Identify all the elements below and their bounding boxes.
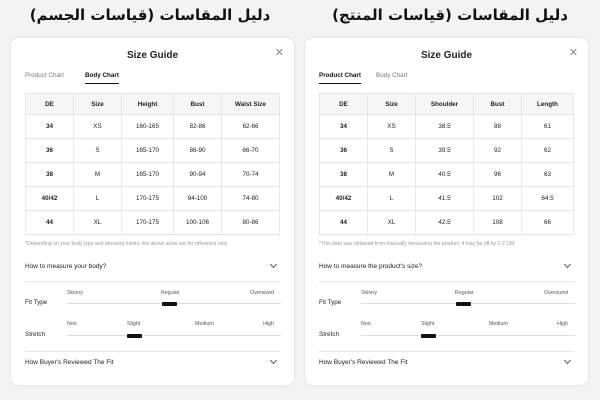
table-cell: 92	[474, 139, 522, 163]
table-header-row	[320, 94, 574, 115]
table-cell: 36	[26, 139, 74, 163]
table-cell: 165-170	[122, 163, 174, 187]
stretch-scale-labels	[67, 321, 281, 329]
buyer-reviews-toggle[interactable]	[25, 359, 280, 373]
scale-label: Non	[67, 321, 77, 327]
fit-type-scale-labels	[361, 290, 575, 298]
close-icon[interactable]: ✕	[274, 47, 284, 59]
close-icon[interactable]: ✕	[568, 47, 578, 59]
table-cell: 42.5	[416, 211, 474, 235]
table-cell: 82-86	[174, 115, 222, 139]
size-table	[319, 93, 574, 235]
table-cell: 41.5	[416, 187, 474, 211]
table-cell: 170-175	[122, 187, 174, 211]
table-cell: 64.5	[522, 187, 574, 211]
tab-body-chart[interactable]: Body Chart	[376, 72, 408, 79]
fit-type-scale-labels	[67, 290, 281, 298]
fit-type-marker	[162, 302, 177, 306]
size-guide-body-card	[11, 38, 294, 385]
card-title: Size Guide	[420, 50, 473, 61]
tab-product-chart[interactable]: Product Chart	[319, 72, 361, 79]
table-cell: 36	[320, 139, 368, 163]
table-row	[26, 163, 280, 187]
table-cell: S	[74, 139, 122, 163]
table-cell: 40.5	[416, 163, 474, 187]
size-guide-tabs	[319, 72, 574, 86]
table-cell: 63	[522, 163, 574, 187]
table-cell: 80-86	[222, 211, 280, 235]
scale-label: Oversized	[544, 290, 568, 296]
table-cell: XL	[368, 211, 416, 235]
reference-note: *Depending on your body type and dressing habits, the above sizes are for reference only.	[25, 241, 229, 247]
table-cell: 38	[26, 163, 74, 187]
table-cell: 94-100	[174, 187, 222, 211]
column-header: Height	[122, 94, 174, 115]
table-cell: 90-94	[174, 163, 222, 187]
chevron-down-icon	[270, 261, 277, 268]
buyer-reviews-label: How Buyer's Reviewed The Fit	[25, 359, 114, 366]
table-cell: 40/42	[26, 187, 74, 211]
table-cell: 108	[474, 211, 522, 235]
stretch-scale-labels	[361, 321, 575, 329]
column-header: Size	[74, 94, 122, 115]
table-cell: 40/42	[320, 187, 368, 211]
fit-type-track	[67, 303, 281, 304]
table-cell: M	[74, 163, 122, 187]
column-header: DE	[26, 94, 74, 115]
table-row	[26, 115, 280, 139]
body-measurements-heading: دليل المقاسات (قياسات الجسم)	[29, 6, 271, 24]
buyer-reviews-label: How Buyer's Reviewed The Fit	[319, 359, 408, 366]
stretch-marker	[127, 334, 142, 338]
table-cell: M	[368, 163, 416, 187]
scale-label: High	[557, 321, 568, 327]
table-cell: 100-106	[174, 211, 222, 235]
scale-label: Regular	[455, 290, 474, 296]
table-cell: 170-175	[122, 211, 174, 235]
fit-type-row	[25, 299, 280, 307]
scale-label: Oversized	[250, 290, 274, 296]
stretch-label: Stretch	[319, 331, 339, 338]
table-cell: 38	[320, 163, 368, 187]
table-cell: XL	[74, 211, 122, 235]
reference-note: *This data was obtained from manually measuring the product, it may be off by 1-2 CM.	[319, 241, 516, 247]
column-header: Shoulder	[416, 94, 474, 115]
how-to-measure-label: How to measure the product's size?	[319, 263, 423, 270]
table-row	[320, 211, 574, 235]
stretch-row	[25, 331, 280, 339]
table-cell: 160-165	[122, 115, 174, 139]
scale-label: Slight	[127, 321, 141, 327]
table-cell: S	[368, 139, 416, 163]
fit-type-track	[361, 303, 575, 304]
table-header-row	[26, 94, 280, 115]
card-title: Size Guide	[126, 50, 179, 61]
scale-label: Medium	[195, 321, 214, 327]
table-row	[320, 187, 574, 211]
table-cell: 88	[474, 115, 522, 139]
scale-label: High	[263, 321, 274, 327]
table-cell: 39.5	[416, 139, 474, 163]
how-to-measure-label: How to measure your body?	[25, 263, 107, 270]
scale-label: Skinny	[361, 290, 377, 296]
table-row	[26, 211, 280, 235]
chevron-down-icon	[270, 357, 277, 364]
table-cell: 70-74	[222, 163, 280, 187]
table-cell: 61	[522, 115, 574, 139]
divider	[25, 281, 280, 282]
table-cell: 102	[474, 187, 522, 211]
table-cell: L	[368, 187, 416, 211]
scale-label: Skinny	[67, 290, 83, 296]
scale-label: Non	[361, 321, 371, 327]
size-table	[25, 93, 280, 235]
divider	[25, 351, 280, 352]
scale-label: Slight	[421, 321, 435, 327]
table-cell: 34	[26, 115, 74, 139]
fit-type-marker	[456, 302, 471, 306]
table-cell: XS	[74, 115, 122, 139]
how-to-measure-toggle[interactable]	[25, 263, 280, 277]
stretch-track	[67, 335, 281, 336]
table-cell: 66	[522, 211, 574, 235]
how-to-measure-toggle[interactable]	[319, 263, 574, 277]
table-row	[320, 163, 574, 187]
size-guide-tabs	[25, 72, 280, 86]
buyer-reviews-toggle[interactable]	[319, 359, 574, 373]
column-header: Waist Size	[222, 94, 280, 115]
table-cell: 62-66	[222, 115, 280, 139]
table-cell: L	[74, 187, 122, 211]
table-cell: 44	[320, 211, 368, 235]
chevron-down-icon	[564, 357, 571, 364]
table-row	[320, 115, 574, 139]
fit-type-label: Fit Type	[319, 299, 342, 306]
table-cell: 62	[522, 139, 574, 163]
table-cell: 165-170	[122, 139, 174, 163]
table-cell: 86-90	[174, 139, 222, 163]
divider	[319, 281, 574, 282]
product-measurements-heading: دليل المقاسات (قياسات المنتج)	[332, 6, 568, 24]
stretch-track	[361, 335, 575, 336]
column-header: Bust	[474, 94, 522, 115]
fit-type-label: Fit Type	[25, 299, 48, 306]
chevron-down-icon	[564, 261, 571, 268]
scale-label: Medium	[489, 321, 508, 327]
stretch-marker	[421, 334, 436, 338]
stretch-row	[319, 331, 574, 339]
scale-label: Regular	[161, 290, 180, 296]
table-cell: XS	[368, 115, 416, 139]
size-guide-product-card	[305, 38, 588, 385]
tab-product-chart[interactable]: Product Chart	[25, 72, 64, 79]
table-cell: 74-80	[222, 187, 280, 211]
table-cell: 38.5	[416, 115, 474, 139]
table-row	[26, 139, 280, 163]
table-row	[26, 187, 280, 211]
column-header: Size	[368, 94, 416, 115]
table-cell: 34	[320, 115, 368, 139]
fit-type-row	[319, 299, 574, 307]
table-cell: 96	[474, 163, 522, 187]
divider	[319, 351, 574, 352]
column-header: Bust	[174, 94, 222, 115]
table-cell: 66-70	[222, 139, 280, 163]
column-header: Length	[522, 94, 574, 115]
tab-body-chart[interactable]: Body Chart	[85, 72, 119, 79]
table-row	[320, 139, 574, 163]
stretch-label: Stretch	[25, 331, 45, 338]
table-cell: 44	[26, 211, 74, 235]
column-header: DE	[320, 94, 368, 115]
